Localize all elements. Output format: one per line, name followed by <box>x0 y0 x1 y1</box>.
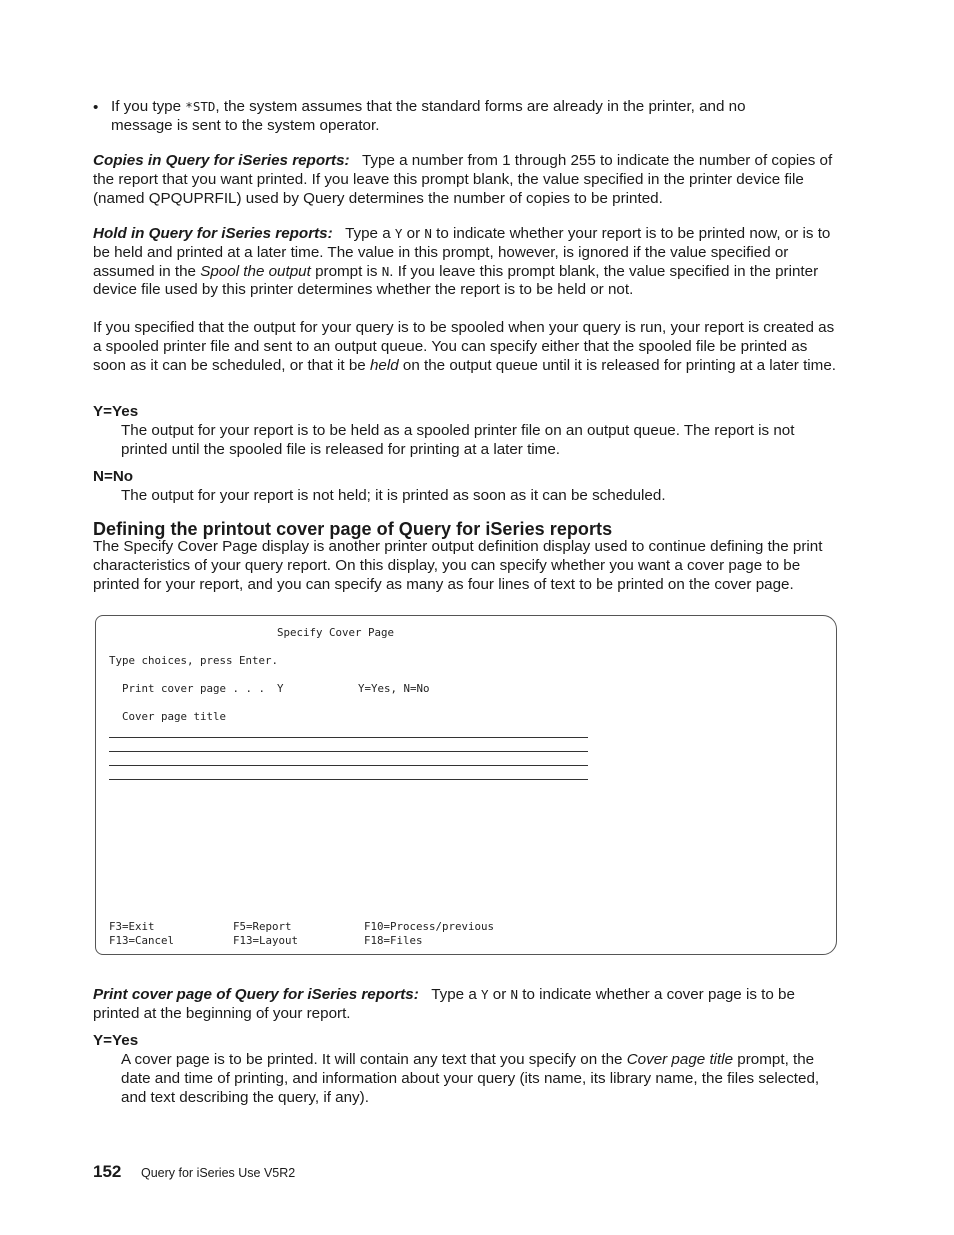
section-intro: The Specify Cover Page display is another printer output definition display used to continue defining the print characteristics of your query report. On this display, you can specify whether you want a cover page to be printed for your report, and you can specify as many as four lines of text to be printed on the cover page. <box>93 538 823 593</box>
no-definition: The output for your report is not held; it is printed as soon as it can be scheduled. <box>121 487 666 504</box>
no-term: N=No <box>93 468 134 485</box>
yes-term-2: Y=Yes <box>93 1032 139 1049</box>
hold-paragraph <box>93 225 841 300</box>
yes-definition-1: The output for your report is to be held as a spooled printer file on an output queue. The report is not printed until the spooled file is released for printing at a later time. <box>121 422 795 458</box>
copies-term: Copies in Query for iSeries reports: <box>93 152 350 169</box>
held-term: held <box>369 356 399 374</box>
f5-report-key[interactable]: F5=Report <box>233 920 292 933</box>
yes-term-1: Y=Yes <box>93 403 139 420</box>
spool-text-2: on the output queue until it is released for printing at a later time. <box>398 356 836 374</box>
print-cover-text-2: or <box>488 986 511 1003</box>
print-cover-text-3: to indicate whether a cover page is to be printed at the beginning of your report. <box>93 986 795 1022</box>
copies-text: Type a number from 1 through 255 to indicate the number of copies of the report that you want printed. If you leave this prompt blank, the value specified in the printer device file (named QPQUPRFIL) used by Query determines the number of copies to be printed. <box>93 152 833 207</box>
bullet-marker: • <box>93 99 99 116</box>
print-cover-page-options: Y=Yes, N=No <box>358 682 430 695</box>
f13-cancel-key[interactable]: F13=Cancel <box>109 934 175 947</box>
hold-n-code: N <box>424 226 432 241</box>
hold-term: Hold in Query for iSeries reports: <box>93 225 333 242</box>
spool-the-output-ref: Spool the output <box>200 262 311 280</box>
hold-text-4: prompt is <box>310 262 382 280</box>
bullet-std-paragraph <box>111 98 801 136</box>
cover-title-line-4[interactable] <box>109 779 588 780</box>
hold-text-3: to indicate whether your report is to be printed now, or is to be held and printed at a later time. The value in this prompt, however, is ignored if the value specified or assumed in the <box>93 225 831 280</box>
specify-cover-page-screen <box>95 615 837 955</box>
screen-title: Specify Cover Page <box>277 626 395 639</box>
cover-title-line-3[interactable] <box>109 765 588 766</box>
screen-instructions: Type choices, press Enter. <box>109 654 279 667</box>
f13-layout-key[interactable]: F13=Layout <box>233 934 299 947</box>
f3-exit-key[interactable]: F3=Exit <box>109 920 155 933</box>
print-cover-page-value[interactable]: Y <box>277 682 284 695</box>
yes2-text-2: prompt, the date and time of printing, and information about your query (its name, its library name, the files selected, and text describing the query, if any). <box>121 1051 820 1106</box>
hold-text-2: or <box>402 225 425 242</box>
section-heading: Defining the printout cover page of Query for iSeries reports <box>93 519 613 539</box>
book-title: Query for iSeries Use V5R2 <box>141 1166 296 1180</box>
copies-paragraph <box>93 152 841 208</box>
cover-title-line-2[interactable] <box>109 751 588 752</box>
spool-text-1: If you specified that the output for your query is to be spooled when your query is run, your report is created as a spooled printer file and sent to an output queue. You can specify either that the spooled file be printed as soon as it can be scheduled, or that it be <box>93 319 835 374</box>
print-cover-n-code: N <box>510 987 519 1002</box>
print-cover-text-1: Type a <box>431 986 481 1003</box>
f10-process-key[interactable]: F10=Process/previous <box>364 920 495 933</box>
hold-text-5: . If you leave this prompt blank, the value specified in the printer device file used by this printer determines whether the report is to be held or not. <box>93 262 819 299</box>
cover-title-line-1[interactable] <box>109 737 588 738</box>
yes-definition-2 <box>121 1051 841 1107</box>
f18-files-key[interactable]: F18=Files <box>364 934 423 947</box>
page-number: 152 <box>93 1162 122 1181</box>
hold-y-code: Y <box>394 226 403 241</box>
std-code: *STD <box>185 99 216 114</box>
bullet-text-pre: If you type <box>111 98 186 115</box>
print-cover-term: Print cover page of Query for iSeries reports: <box>93 986 419 1003</box>
print-cover-page-label: Print cover page . . . <box>122 682 266 695</box>
cover-page-title-ref: Cover page title <box>626 1051 734 1068</box>
hold-n2-code: N <box>381 263 390 279</box>
cover-page-title-label: Cover page title <box>122 710 227 723</box>
spool-paragraph <box>93 319 841 375</box>
yes2-text-1: A cover page is to be printed. It will contain any text that you specify on the <box>121 1051 627 1068</box>
print-cover-y-code: Y <box>481 987 489 1002</box>
bullet-text-post: , the system assumes that the standard forms are already in the printer, and no message is sent to the system operator. <box>111 98 746 134</box>
print-cover-paragraph <box>93 986 841 1024</box>
hold-text-1: Type a <box>345 225 395 242</box>
